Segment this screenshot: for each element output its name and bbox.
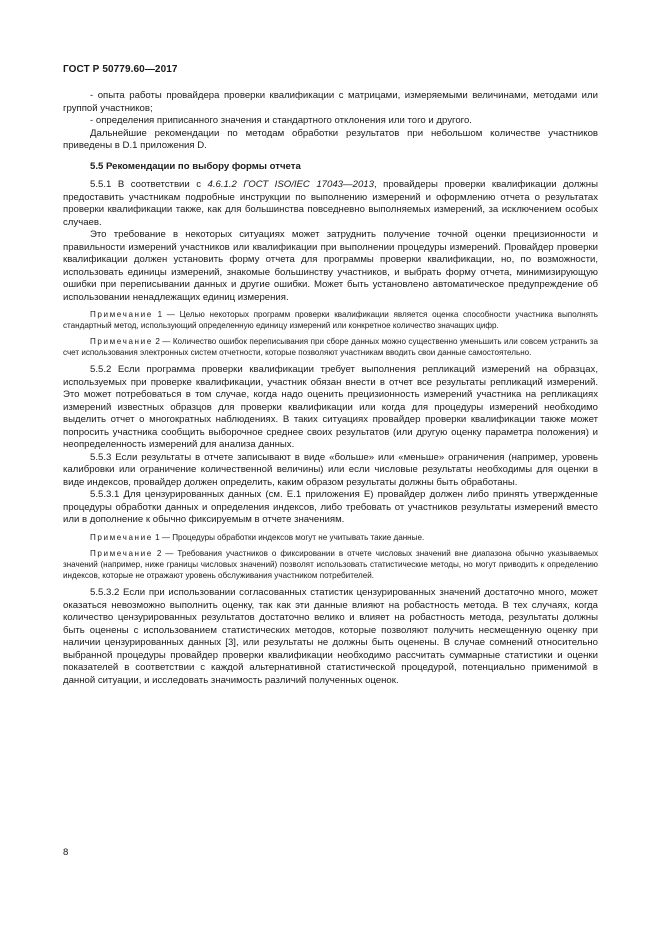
standard-reference: 4.6.1.2 ГОСТ ISO/IEC 17043—2013 xyxy=(207,179,374,190)
list-item: - опыта работы провайдера проверки квалификации с матрицами, измеряемыми величинами, методами или группой участников; xyxy=(63,90,598,114)
paragraph-d1-reference: Дальнейшие рекомендации по методам обработки результатов при небольшом количестве участников приведены в D.1 приложения D. xyxy=(63,127,598,151)
note-label: Примечание xyxy=(90,549,153,559)
paragraph-5-5-2: 5.5.2 Если программа проверки квалификации требует выполнения репликаций измерений на образцах, используемых при проверке квалификации, участник обязан внести в отчет все результаты репликаций измерений. Это может потребоваться в том случае, когда надо оценить прецизионность измерений участника на репликациях измерений известных образцов для проверки квалификации или когда для процедуры измерений необходимо выделить отчет о многократных наблюдениях. В таких ситуациях провайдер проверки квалификации также может попросить участника сообщить выборочное среднее своих результатов (или другую оценку параметра положения) и неопределенность измерений для анализа данных. xyxy=(63,364,598,451)
list-item: - определения приписанного значения и стандартного отклонения или того и другого. xyxy=(90,115,472,126)
paragraph-5-5-1-start: 5.5.1 В соответствии с xyxy=(90,179,208,190)
paragraph-5-5-3-1: 5.5.3.1 Для цензурированных данных (см. E.1 приложения E) провайдер должен либо принять утвержденные процедуры обработки данных и определения индексов, либо требовать от участников результаты измерений вместо или в дополнение к обычно фиксируемым в отчете значениям. xyxy=(63,489,598,526)
document-body xyxy=(63,90,598,687)
note-text: 2 — Требования участников о фиксировании в отчете числовых значений вне диапазона обычно указываемых значений (например, ниже границы числовых значений) позволят использовать статистические методы, но могут приводить к определению индексов, которые не отражают уровень обслуживания участником потребителей. xyxy=(63,549,598,580)
document-code-header: ГОСТ Р 50779.60—2017 xyxy=(63,64,178,75)
paragraph-5-5-3: 5.5.3 Если результаты в отчете записывают в виде «больше» или «меньше» ограничения (например, уровень калибровки или ограничение количественной величины) или если числовые результаты необходимы для оценки в виде индексов, провайдер должен определить, каким образом результаты должны быть обработаны. xyxy=(63,451,598,488)
note-text: 1 — Процедуры обработки индексов могут не учитывать такие данные. xyxy=(152,532,425,542)
section-heading-5-5: 5.5 Рекомендации по выбору формы отчета xyxy=(90,160,301,172)
paragraph-5-5-1-rest: , провайдеры проверки квалификации должны предоставить участникам подробные инструкции по выполнению измерений и оформлению отчета о результатах проверки квалификации также, как для большинства повседневно выполняемых измерений, за исключением особых случаев. xyxy=(63,179,598,228)
page-number: 8 xyxy=(63,847,69,858)
note-2 xyxy=(63,337,598,358)
note-1 xyxy=(63,310,598,331)
note-label: Примечание xyxy=(90,310,153,319)
note-3 xyxy=(63,533,598,544)
paragraph-5-5-1 xyxy=(63,179,598,229)
note-label: Примечание xyxy=(90,532,153,542)
paragraph-5-5-3-2: 5.5.3.2 Если при использовании согласованных статистик цензурированных значений достаточно много, может оказаться невозможно выполнить оценку, так как эти данные влияют на робастность метода. В тех случаях, когда количество цензурированных результатов достаточно велико и влияет на робастность метода, результаты должны быть оценены с использованием статистических методов, которые позволяют получить несмещенную оценку при наличии цензурированных данных [3], или результаты не должны быть оценены. В случае сомнений относительно выбранной процедуры провайдер проверки квалификации необходимо рассчитать суммарные статистики и оценки показателей в соответствии с каждой альтернативной статистической процедурой, потенциально применимой в данной ситуации, и исследовать значимость различий полученных оценок. xyxy=(63,587,598,686)
note-text: 2 — Количество ошибок переписывания при сборе данных можно существенно уменьшить или совсем устранить за счет использования электронных систем отчетности, которые позволяют участникам вводить свои данные самостоятельно. xyxy=(63,337,598,357)
paragraph-5-5-1-continued: Это требование в некоторых ситуациях может затруднить получение точной оценки прецизионности и правильности измерений участников или квалификации при выполнении процедуры измерений. Провайдер проверки квалификации должен установить форму отчета для программы проверки квалификации, но, по возможности, использовать единицы измерений, знакомые большинству участников, и выбрать форму отчета, минимизирующую ошибки при переписывании данных и другие ошибки. Может быть установлено автоматическое предупреждение об использовании ненадлежащих единиц измерения. xyxy=(63,229,598,303)
note-4 xyxy=(63,549,598,581)
note-label: Примечание xyxy=(90,337,153,347)
note-text: 1 — Целью некоторых программ проверки квалификации является оценка способности участника выполнять стандартный метод, использующий определенную единицу измерений или конкретное количество значащих цифр. xyxy=(63,310,598,330)
